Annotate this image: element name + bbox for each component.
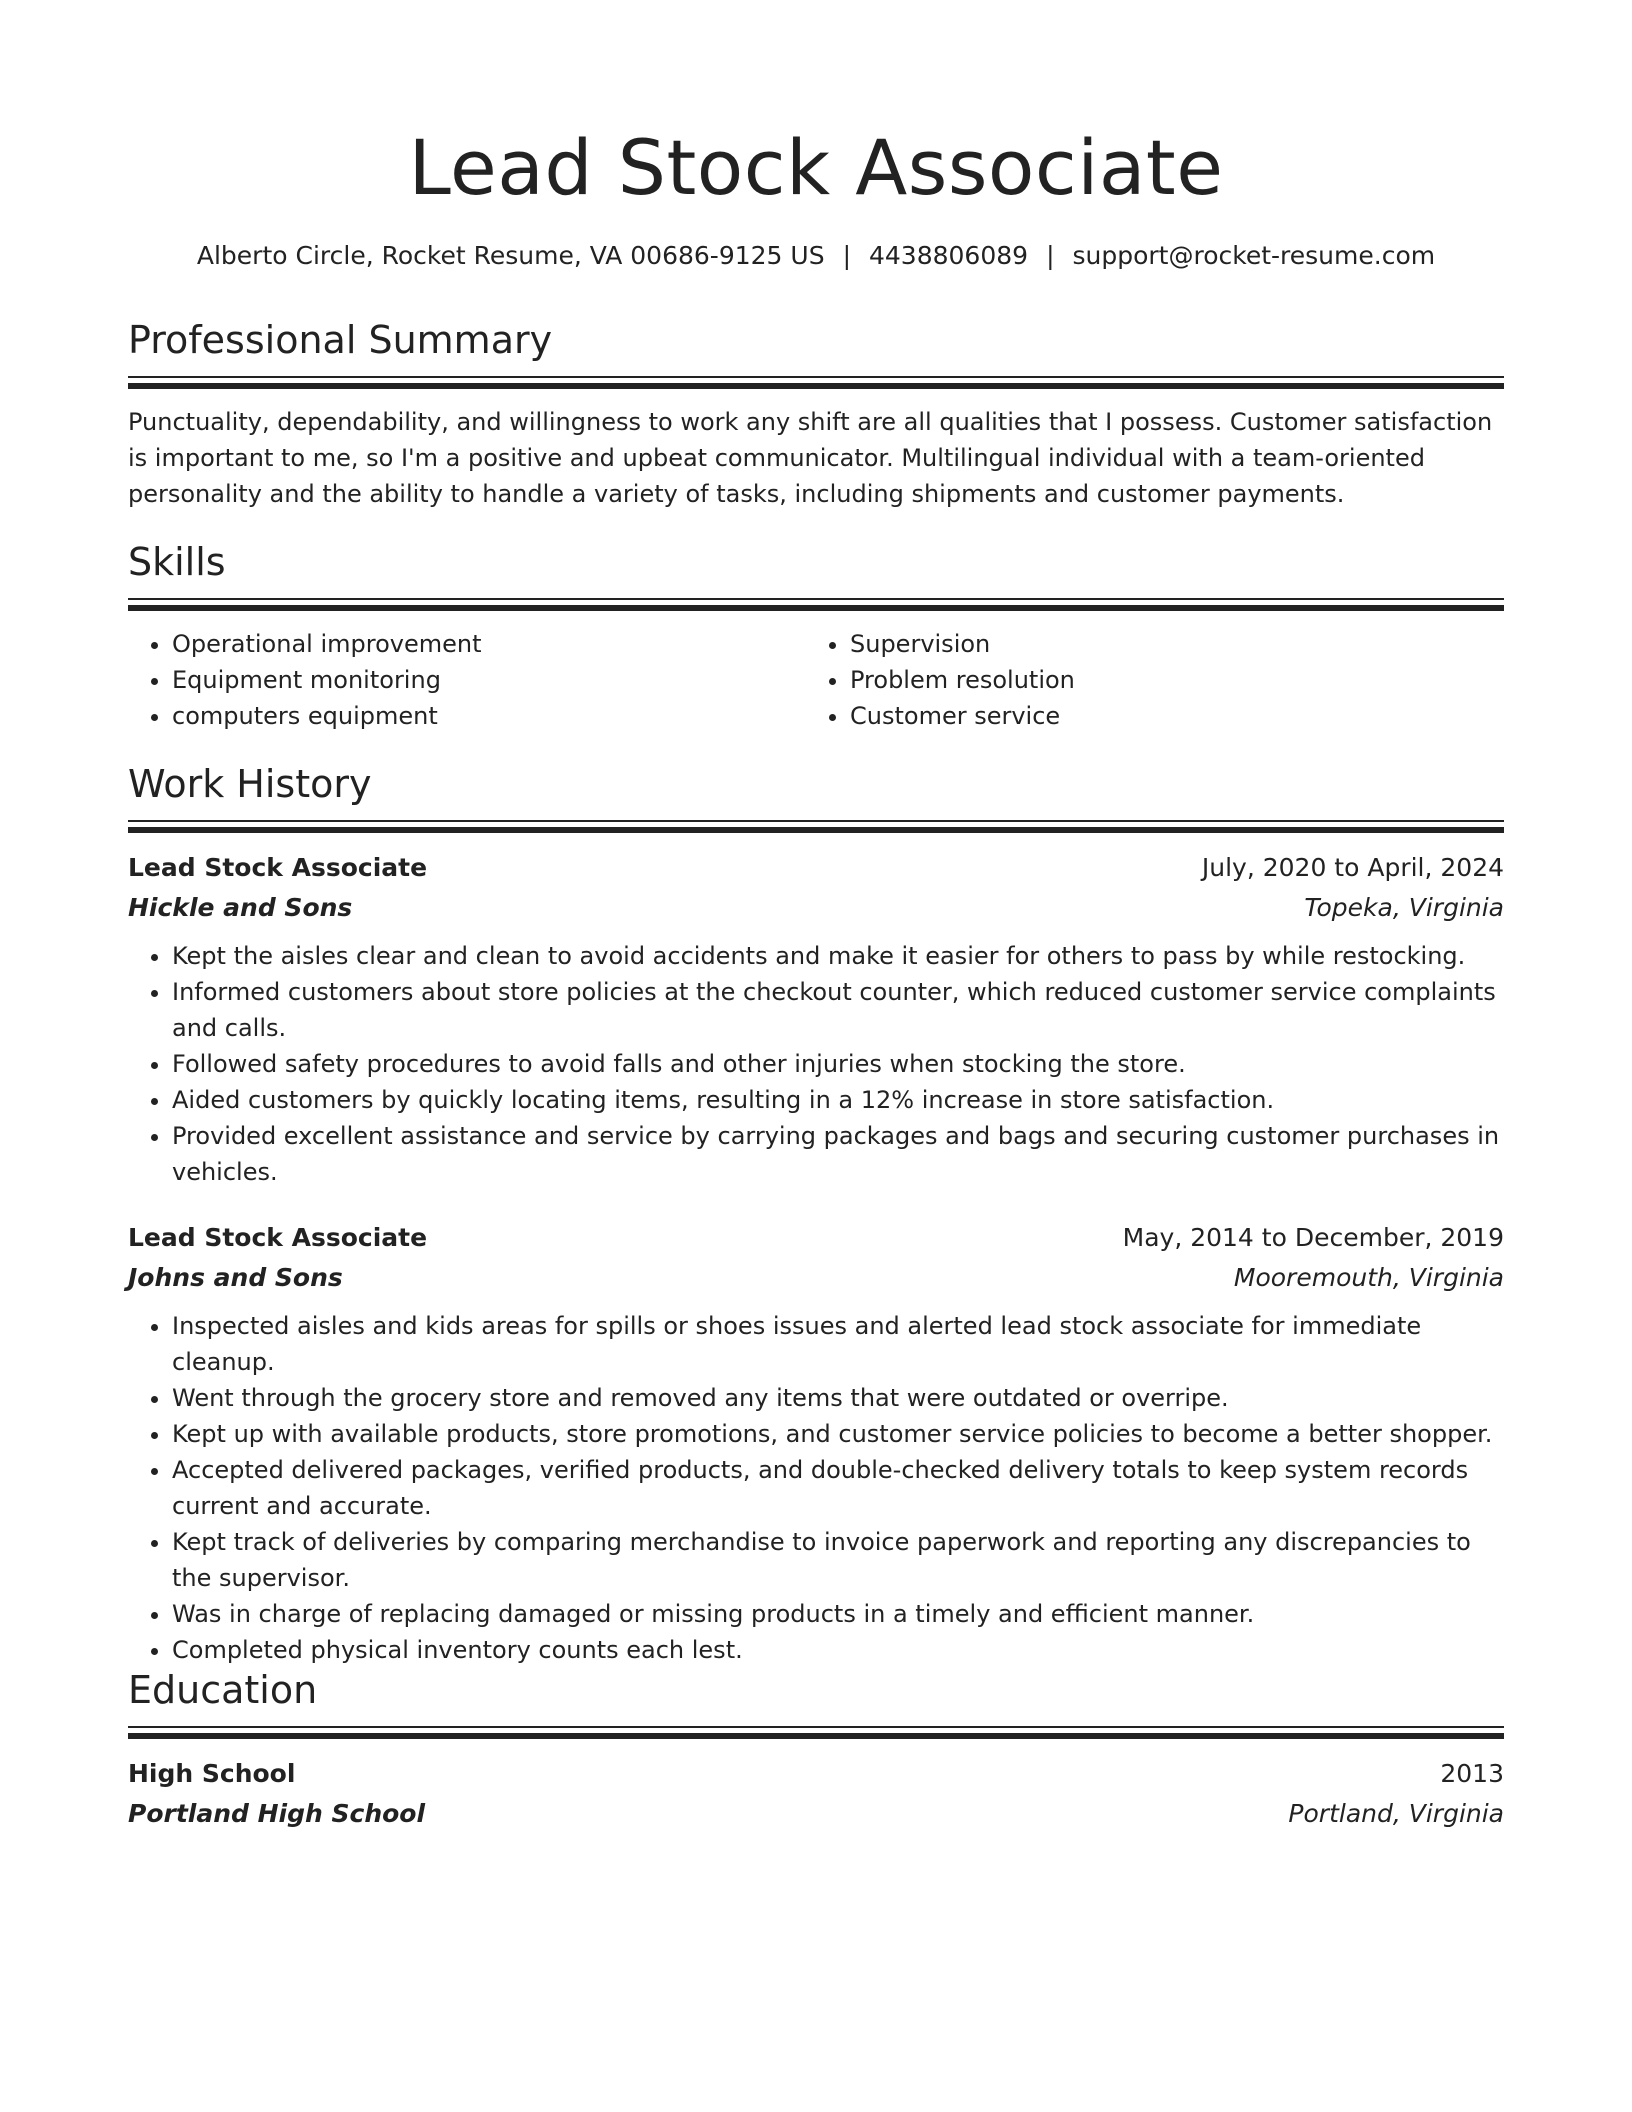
- task-item: • Aided customers by quickly locating items, resulting in a 12% increase in store satisfaction.: [172, 1082, 1504, 1118]
- resume-page: [128, 0, 1504, 2112]
- job-dates: July, 2020 to April, 2024: [1201, 853, 1504, 882]
- job-location: Topeka, Virginia: [1304, 893, 1504, 922]
- skills-heading: Skills: [128, 540, 226, 584]
- education-location: Portland, Virginia: [1288, 1799, 1504, 1828]
- task-item: • Was in charge of replacing damaged or missing products in a timely and efficient manner.: [172, 1596, 1504, 1632]
- contact-separator: |: [1046, 241, 1055, 270]
- skill-item: • Equipment monitoring: [172, 662, 806, 698]
- job-subheader: [128, 888, 1504, 928]
- education-section: [128, 1664, 1504, 1834]
- job-location: Mooremouth, Virginia: [1233, 1263, 1504, 1292]
- skill-item: • Problem resolution: [850, 662, 1484, 698]
- skill-item: • Customer service: [850, 698, 1484, 734]
- task-item: • Kept up with available products, store promotions, and customer service policies to become a better shopper.: [172, 1416, 1504, 1452]
- job-header: [128, 1218, 1504, 1258]
- contact-address: Alberto Circle, Rocket Resume, VA 00686-9125 US: [196, 241, 825, 270]
- work-heading: Work History: [128, 762, 372, 806]
- skills-column-right: [806, 626, 1484, 734]
- job-entry: [128, 848, 1504, 1190]
- job-tasks: [128, 938, 1504, 1190]
- job-company: Johns and Sons: [128, 1263, 343, 1292]
- skill-item: • Supervision: [850, 626, 1484, 662]
- section-divider: [128, 598, 1504, 612]
- task-item: • Provided excellent assistance and service by carrying packages and bags and securing customer purchases in vehicles.: [172, 1118, 1504, 1190]
- education-header: [128, 1754, 1504, 1794]
- education-heading: Education: [128, 1668, 318, 1712]
- job-entry: [128, 1218, 1504, 1668]
- skills-column-left: [128, 626, 806, 734]
- education-entry: [128, 1754, 1504, 1834]
- education-subheader: [128, 1794, 1504, 1834]
- section-divider: [128, 820, 1504, 834]
- contact-line: [128, 238, 1504, 274]
- skills-section: [128, 536, 1504, 734]
- task-item: • Followed safety procedures to avoid falls and other injuries when stocking the store.: [172, 1046, 1504, 1082]
- job-header: [128, 848, 1504, 888]
- summary-section: [128, 314, 1504, 512]
- task-item: • Inspected aisles and kids areas for spills or shoes issues and alerted lead stock associate for immediate cleanup.: [172, 1308, 1504, 1380]
- contact-separator: |: [842, 241, 851, 270]
- task-item: • Informed customers about store policies at the checkout counter, which reduced customer service complaints and calls.: [172, 974, 1504, 1046]
- skills-columns: [128, 626, 1504, 734]
- resume-title: Lead Stock Associate: [408, 123, 1224, 212]
- job-role: Lead Stock Associate: [128, 853, 428, 882]
- job-dates: May, 2014 to December, 2019: [1122, 1223, 1504, 1252]
- summary-heading: Professional Summary: [128, 318, 553, 362]
- education-year: 2013: [1440, 1759, 1504, 1788]
- contact-email: support@rocket-resume.com: [1072, 241, 1436, 270]
- work-section: [128, 758, 1504, 1668]
- skill-item: • Operational improvement: [172, 626, 806, 662]
- task-item: • Kept the aisles clear and clean to avoid accidents and make it easier for others to pass by while restocking.: [172, 938, 1504, 974]
- contact-phone: 4438806089: [869, 241, 1029, 270]
- job-tasks: [128, 1308, 1504, 1668]
- task-item: • Went through the grocery store and removed any items that were outdated or overripe.: [172, 1380, 1504, 1416]
- education-school: Portland High School: [128, 1799, 426, 1828]
- education-degree: High School: [128, 1759, 296, 1788]
- summary-text: Punctuality, dependability, and willingness to work any shift are all qualities that I possess. Customer satisfaction is important to me, so I'm a positive and upbeat communicator. Multilingual individual with a team-oriented personality and the ability to handle a variety of tasks, including shipments and customer payments.: [128, 408, 1493, 508]
- section-divider: [128, 1726, 1504, 1740]
- job-role: Lead Stock Associate: [128, 1223, 428, 1252]
- task-item: • Accepted delivered packages, verified products, and double-checked delivery totals to keep system records current and accurate.: [172, 1452, 1504, 1524]
- task-item: • Kept track of deliveries by comparing merchandise to invoice paperwork and reporting any discrepancies to the supervisor.: [172, 1524, 1504, 1596]
- job-company: Hickle and Sons: [128, 893, 353, 922]
- task-item: • Completed physical inventory counts each lest.: [172, 1632, 1504, 1668]
- skill-item: • computers equipment: [172, 698, 806, 734]
- section-divider: [128, 376, 1504, 390]
- job-subheader: [128, 1258, 1504, 1298]
